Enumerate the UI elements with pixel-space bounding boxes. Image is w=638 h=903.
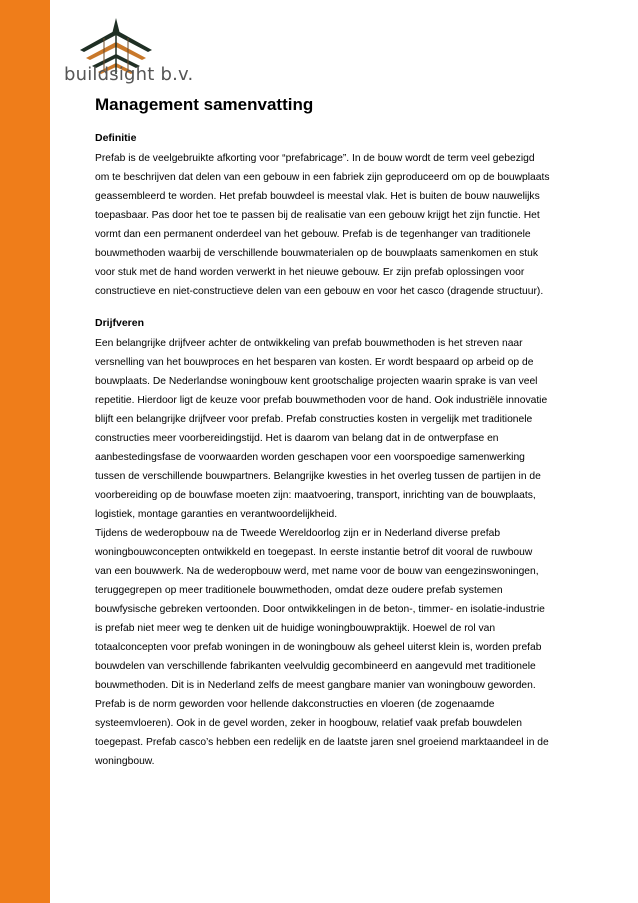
section-definitie [95,131,550,301]
section-heading: Drijfveren [95,317,145,329]
paragraph: Prefab is de veelgebruikte afkorting voor “prefabricage”. In de bouw wordt de term veel gebezigd om te beschrijven dat delen van een gebouw in een fabriek zijn geproduceerd om op de bouwplaats geassembleerd te worden. Het prefab bouwdeel is meestal vlak. Het is buiten de bouw nauwelijks toepasbaar. Pas door het toe te passen bij de realisatie van een gebouw krijgt het zijn functie. Het vormt dan een permanent onderdeel van het gebouw. Prefab is de tegenhanger van traditionele bouwmethoden waarbij de verschillende bouwmaterialen op de bouwplaats samenkomen en stuk voor stuk met de hand worden verwerkt in het nieuwe gebouw. Er zijn prefab oplossingen voor constructieve en niet-constructieve delen van een gebouw en voor het casco (dragende structuur). [95,153,550,297]
brand-name: buildsight b.v. [64,64,194,85]
paragraph: Tijdens de wederopbouw na de Tweede Wereldoorlog zijn er in Nederland diverse prefab woningbouwconcepten ontwikkeld en toegepast. In eerste instantie betrof dit vooral de ruwbouw van een bouwwerk. Na de wederopbouw werd, met name voor de bouw van eengezinswoningen, teruggegrepen op meer traditionele bouwmethoden, omdat deze oudere prefab systemen bouwfysische gebreken vertoonden. Door ontwikkelingen in de beton-, timmer- en isolatie-industrie is prefab niet meer weg te denken uit de huidige woningbouwpraktijk. Hoewel de rol van totaalconcepten voor prefab woningen in de woningbouw als geheel uiterst klein is, worden prefab bouwdelen van verschillende fabrikanten veelvuldig gecombineerd en aangevuld met traditionele bouwmethoden. Dit is in Nederland zelfs de meest gangbare manier van woningbouw geworden. Prefab is de norm geworden voor hellende dakconstructies en vloeren (de zogenaamde systeemvloeren). Ook in de gevel worden, zeker in hoogbouw, relatief vaak prefab bouwdelen toegepast. Prefab casco’s hebben een redelijk en de laatste jaren snel groeiend marktaandeel in de woningbouw. [95,528,549,767]
document-body [95,95,550,771]
accent-stripe [0,0,50,903]
section-heading: Definitie [95,132,137,144]
section-drijfveren [95,316,550,771]
paragraph: Een belangrijke drijfveer achter de ontwikkeling van prefab bouwmethoden is het streven naar versnelling van het bouwproces en het besparen van kosten. Er wordt bespaard op arbeid op de bouwplaats. De Nederlandse woningbouw kent grootschalige projecten waarin sprake is van veel repetitie. Hierdoor ligt de keuze voor prefab bouwmethoden voor de hand. Ook industriële innovatie blijft een belangrijke drijfveer voor prefab. Prefab constructies kosten in vergelijk met traditionele constructies meer voorbereidingstijd. Het is daarom van belang dat in de ontwerpfase en aanbestedingsfase de voorwaarden worden geschapen voor een voorspoedige samenwerking tussen de verschillende bouwpartners. Belangrijke kwesties in het overleg tussen de partijen in de voorbereiding op de bouwfase moeten zijn: maatvoering, transport, inrichting van de bouwplaats, logistiek, montage garanties en verantwoordelijkheid. [95,338,548,520]
section-spacer [95,301,550,316]
page-title: Management samenvatting [95,95,314,114]
